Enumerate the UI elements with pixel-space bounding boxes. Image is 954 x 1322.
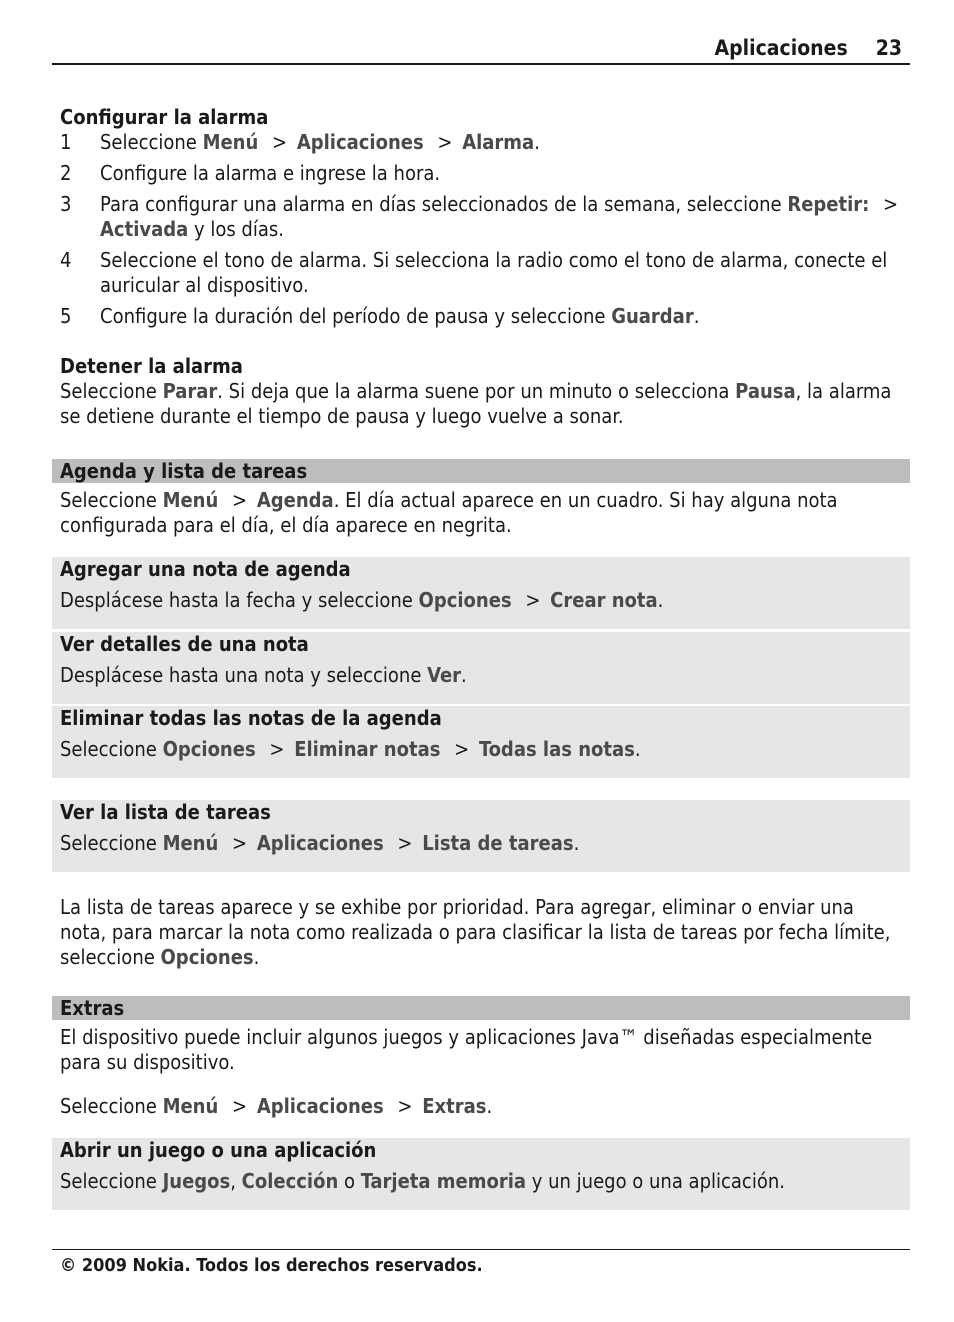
text-run: . Si deja que la alarma suene por un minuto o selecciona [217,379,736,403]
menu-path-item: Todas las notas [478,737,635,761]
step-3 [60,192,902,242]
tip-title: Abrir un juego o una aplicación [60,1138,377,1162]
step-4 [60,248,902,298]
path-separator: > [519,588,547,612]
step-5 [60,304,902,329]
step-number: 3 [60,192,72,216]
path-separator: > [431,130,459,154]
step-text: y los días. [188,217,284,241]
step-text: Configure la duración del período de pausa y seleccione [100,304,612,328]
agenda-section-band [52,459,910,483]
step-text: . [693,304,700,328]
text-run: Seleccione [60,1169,163,1193]
tip-box-open-app [52,1138,910,1210]
extras-intro-text: El dispositivo puede incluir algunos juegos y aplicaciones Java™ diseñadas especialmente para su dispositivo. [60,1025,873,1074]
stop-alarm-title: Detener la alarma [60,354,243,378]
alarm-setup-title: Configurar la alarma [60,105,269,129]
text-run: . [657,588,664,612]
path-separator: > [391,1094,419,1118]
menu-path-item: Tarjeta memoria [360,1169,527,1193]
text-run: , [230,1169,242,1193]
alarm-setup-steps [60,130,902,329]
extras-section-band [52,996,910,1020]
text-run: . [486,1094,493,1118]
tip-title: Ver detalles de una nota [60,632,309,656]
tip-box-add-note [52,557,910,629]
path-separator: > [391,831,419,855]
text-run: . [461,663,467,687]
menu-path-item: Opciones [162,737,256,761]
path-separator: > [877,192,899,216]
menu-path-item: Alarma [462,130,535,154]
text-run: o [338,1169,361,1193]
header-section: Aplicaciones [714,36,848,60]
running-header [715,36,903,61]
extras-select [60,1094,902,1119]
stop-alarm-section [60,354,902,429]
menu-path-item: Menú [162,488,219,512]
tip-title: Eliminar todas las notas de la agenda [60,706,442,730]
menu-path-item: Menú [162,1094,219,1118]
text-run: , la alarma se detiene durante el tiempo de pausa y luego vuelve a sonar. [60,379,892,428]
step-number: 5 [60,304,72,328]
text-run: . [634,737,641,761]
menu-path-item: Eliminar notas [294,737,441,761]
path-separator: > [226,1094,253,1118]
text-run: Desplácese hasta la fecha y seleccione [60,588,419,612]
path-separator: > [226,488,253,512]
menu-path-item: Agenda [256,488,334,512]
text-run: . El día actual aparece en un cuadro. Si hay alguna nota configurada para el día, el día aparece en negrita. [60,488,838,537]
menu-path-item: Guardar [611,304,694,328]
tip-box-view-note [52,632,910,704]
text-run: . [573,831,580,855]
step-number: 2 [60,161,72,185]
step-2 [60,161,902,186]
menu-path-item: Crear nota [550,588,658,612]
step-number: 1 [60,130,72,154]
text-run: y un juego o una aplicación. [526,1169,785,1193]
path-separator: > [226,831,253,855]
stop-alarm-text [60,379,902,429]
text-run: . [253,945,260,969]
path-separator: > [448,737,475,761]
text-run: Seleccione [60,379,163,403]
text-run: La lista de tareas aparece y se exhibe por prioridad. Para agregar, eliminar o enviar una nota, para marcar la nota como realizada o para clasificar la lista de tareas por fecha límite, seleccione [60,895,891,969]
text-run: Seleccione [60,1094,163,1118]
text-run: Seleccione [60,831,163,855]
menu-path-item: Aplicaciones [256,1094,384,1118]
agenda-title: Agenda y lista de tareas [60,459,308,483]
tip-title: Agregar una nota de agenda [60,557,351,581]
menu-path-item: Menú [162,831,219,855]
menu-path-item: Colección [241,1169,339,1193]
menu-path-item: Repetir: [787,192,870,216]
task-list-paragraph [60,895,902,970]
tip-box-task-list [52,800,910,872]
step-text: Configure la alarma e ingrese la hora. [100,161,441,185]
menu-path-item: Aplicaciones [256,831,384,855]
alarm-setup-section [60,105,902,335]
text-run: Seleccione [60,737,163,761]
menu-path-item: Juegos [162,1169,231,1193]
menu-path-item: Lista de tareas [422,831,574,855]
menu-path-item: Ver [427,663,462,687]
menu-path-item: Menú [202,130,259,154]
menu-path-item: Extras [422,1094,487,1118]
path-separator: > [263,737,291,761]
text-run: Desplácese hasta una nota y seleccione [60,663,428,687]
footer-copyright: © 2009 Nokia. Todos los derechos reservados. [60,1255,483,1276]
step-text: Seleccione [100,130,203,154]
extras-intro [60,1025,902,1075]
step-text: Para configurar una alarma en días seleccionados de la semana, seleccione [100,192,788,216]
tip-title: Ver la lista de tareas [60,800,271,824]
path-separator: > [266,130,293,154]
footer-rule [52,1249,910,1250]
menu-path-item: Opciones [418,588,512,612]
menu-path-item: Aplicaciones [296,130,424,154]
step-1 [60,130,902,155]
menu-path-item: Parar [162,379,218,403]
step-text: Seleccione el tono de alarma. Si selecciona la radio como el tono de alarma, conecte el auricular al dispositivo. [100,248,888,297]
text-run: Seleccione [60,488,163,512]
header-rule [52,63,910,65]
extras-title: Extras [60,996,125,1020]
step-number: 4 [60,248,72,272]
tip-box-delete-notes [52,706,910,778]
menu-path-item: Activada [100,217,189,241]
menu-path-item: Opciones [160,945,254,969]
page-number: 23 [875,36,902,60]
step-text: . [534,130,540,154]
agenda-intro [60,488,902,538]
menu-path-item: Pausa [735,379,796,403]
